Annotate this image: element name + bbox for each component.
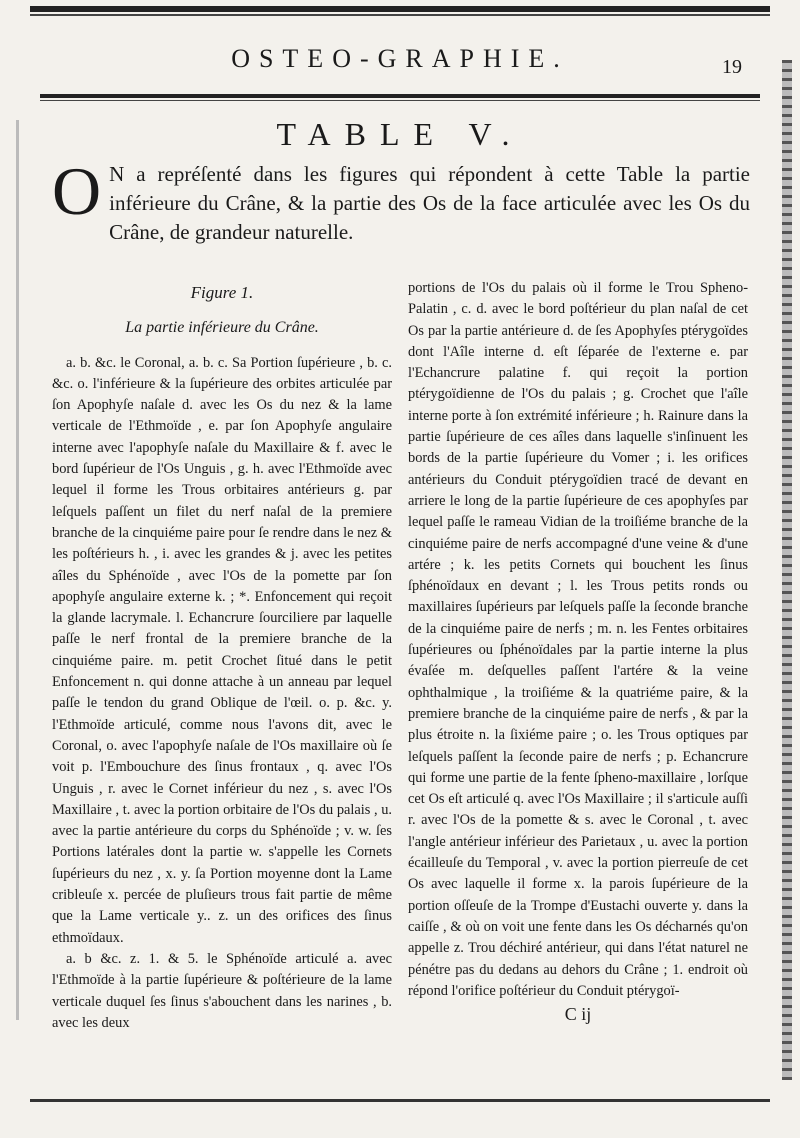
paragraph: a. b. &c. le Coronal, a. b. c. Sa Portion ſupérieure , b. c. &c. o. l'inférieure & la ſupérieure des orbites articulée par ſon Apophyſe naſale d. avec les Os du nez & la lame verticale de l'Ethmoïde , e. par ſon Apophyſe angulaire interne avec l'apophyſe naſale du Maxillaire & f. avec le bord ſupérieur de l'Os Unguis , g. h. avec l'Ethmoïde avec lequel il forme les Trous orbitaires antérieurs g. par leſquels paſſent un filet du nerf naſal de la premiere branche de la cinquiéme paire pour ſe rendre dans le nez & les poſtérieurs h. , i. avec les grandes & j. avec les petites aîles du Sphénoïde , avec l'Os de la pomette par ſon apophyſe angulaire externe k. ; *. Enfoncement qui reçoit la glande lacrymale. l. Echancrure ſourciliere par laquelle paſſe le nerf frontal de la premiere branche de la cinquiéme paire. m. petit Crochet ſitué dans le petit Enfoncement n. qui donne attache à un anneau par lequel paſſe le tendon du grand Oblique de l'œil. o. p. &c. y. l'Ethmoïde articulé, comme nous l'avons dit, avec le Coronal, o. avec l'apophyſe naſale de l'Os maxillaire où ſe voit p. l'Embouchure des ſinus frontaux , q. avec l'Os Unguis , r. avec le Cornet inférieur du nez , s. avec l'Os Maxillaire , t. avec la portion orbitaire de l'Os du palais , u. avec la partie antérieure du corps du Sphénoïde ; v. w. ſes Portions latérales dont la partie w. s'appelle les Cornets ſupérieurs du nez , x. y. ſa Portion moyenne dont la Lame cribleuſe x. percée de pluſieurs trous fait partie de même que la Lame verticale y.. z. un des orifices des ſinus ethmoïdaux.	[52, 354, 392, 946]
table-title: TABLE V.	[276, 116, 524, 152]
page-number: 19	[722, 56, 742, 78]
header-rule	[40, 94, 760, 98]
right-column	[408, 278, 748, 1025]
bottom-rule	[30, 1099, 770, 1102]
figure-subheading: La partie inférieure du Crâne.	[125, 319, 319, 337]
binding-edge	[782, 60, 792, 1080]
paragraph: a. b &c. z. 1. & 5. le Sphénoïde articulé a. avec l'Ethmoïde à la partie ſupérieure & poſtérieure de la lame verticale duquel ſes ſinus s'abouchent dans les narines , b. avec les deux	[52, 950, 392, 1031]
signature-mark: C ij	[564, 1004, 592, 1025]
left-column	[52, 278, 392, 1034]
intro-paragraph	[52, 153, 750, 247]
running-head: OSTEO-GRAPHIE.	[231, 44, 569, 73]
figure-heading: Figure 1.	[190, 283, 254, 302]
top-rule-thin	[30, 14, 770, 16]
page-shadow	[16, 120, 19, 1020]
drop-cap: O	[52, 153, 102, 229]
header-rule-thin	[40, 100, 760, 101]
paragraph: portions de l'Os du palais où il forme le Trou Spheno-Palatin , c. d. avec le bord poſtérieur du plan naſal de cet Os par la partie antérieure d. de ſes Apophyſes ptérygoïdes dont l'Aîle interne d. eſt ſéparée de l'externe e. par l'Echancrure palatine f. qui reçoit la portion ptérygoïdienne de l'Os du palais ; g. Crochet que l'aîle interne porte à ſon extrémité inférieure ; h. Rainure dans la partie ſupérieure de ces aîles dans laquelle s'inſinuent les bords de la partie ſupérieure du Vomer ; i. les orifices antérieurs du Conduit ptérygoïdien tracé de devant en arriere le long de la partie ſupérieure de ces apophyſes par lequel paſſe le rameau Vidian de la troiſiéme branche de la cinquiéme paire de nerfs accompagné d'une veine & d'une artére ; k. les petits Cornets qui bouchent les ſinus ſphénoïdaux en devant ; l. les Trous petits ronds ou maxillaires ſupérieurs par leſquels paſſe la ſeconde branche de la cinquiéme paire de nerfs ; m. n. les Fentes orbitaires ſupérieures ou ſphénoïdales par la partie interne la plus évaſée m. deſquelles paſſent l'artére & la veine ophthalmique , la troiſiéme & la quatriéme paire, & la premiere branche de la cinquiéme paire de nerfs , & par la plus étroite n. la ſixiéme paire ; o. les Trous optiques par leſquels paſſent la ſeconde paire de nerfs ; p. Echancrure qui forme une partie de la fente ſpheno-maxillaire , lorſque cet Os eſt articulé q. avec l'Os Maxillaire ; il s'articule auſſi r. avec l'Os de la pomette & s. avec le Coronal , t. avec l'angle antérieur inférieur des Parietaux , u. avec la portion écailleuſe du Temporal , v. avec la portion pierreuſe de cet Os avec laquelle il forme x. la parois ſupérieure de la portion oſſeuſe de la Trompe d'Eustachi ouverte y. dans la caiſſe , & où on voit une fente dans les Os décharnés qu'on appelle z. Trou déchiré antérieur, qui dans l'état naturel ne pénétre pas du dedans au dehors du Crâne ; 1. endroit où répond l'orifice poſtérieur du Conduit ptérygoï-	[408, 280, 748, 999]
top-rule	[30, 6, 770, 12]
intro-text: N a repréſenté dans les figures qui répondent à cette Table la partie inférieure du Crâne, & la partie des Os de la face articulée avec les Os du Crâne, de grandeur naturelle.	[109, 162, 750, 244]
